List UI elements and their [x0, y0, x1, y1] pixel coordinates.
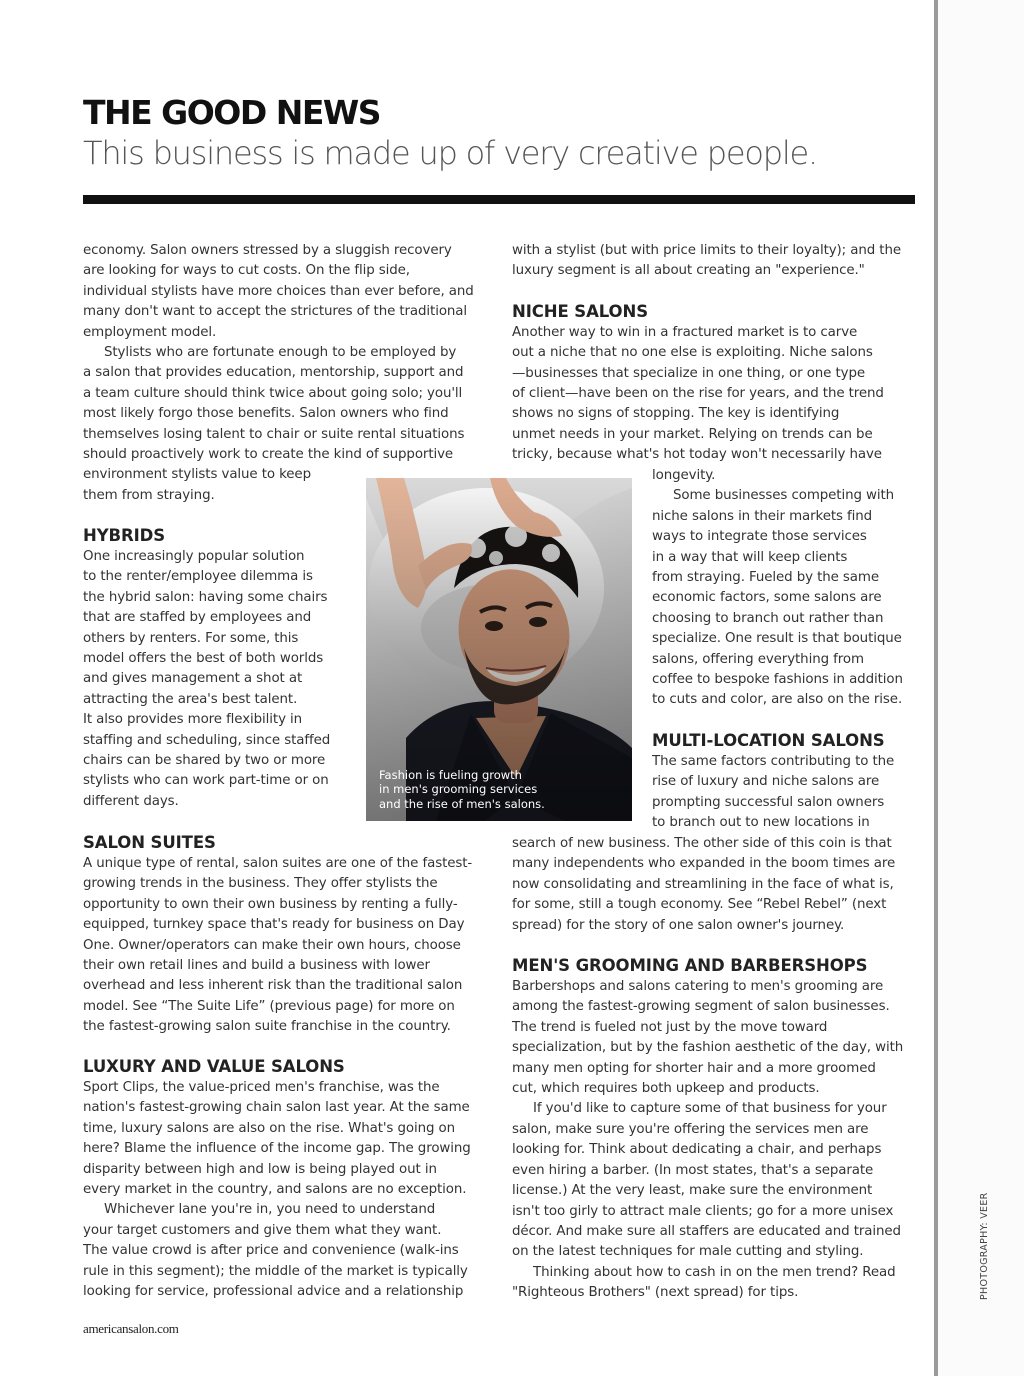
page-subtitle: This business is made up of very creative people.: [83, 134, 817, 172]
text-line: coffee to bespoke fashions in addition: [652, 672, 903, 688]
text-line: longevity.: [652, 468, 716, 483]
lane-paragraph: [83, 1200, 503, 1302]
text-line: looking for. Think about dedicating a chair, and perhaps: [512, 1142, 882, 1158]
section-heading-mens-grooming: MEN'S GROOMING AND BARBERSHOPS: [512, 956, 868, 976]
text-line: many men opting for shorter hair and a more groomed: [512, 1060, 876, 1076]
right-column-bottom: [512, 834, 922, 1304]
text-line: staffing and scheduling, since staffed: [83, 732, 331, 748]
text-line: The trend is fueled not just by the move toward: [512, 1019, 828, 1035]
section-heading-niche-salons: NICHE SALONS: [512, 301, 648, 321]
text-line: your target customers and give them what they want.: [83, 1222, 442, 1238]
text-line: to the renter/employee dilemma is: [83, 569, 313, 585]
salon-photo: [366, 478, 632, 821]
text-line: here? Blame the influence of the income gap. The growing: [83, 1141, 471, 1157]
barber-paragraph: [512, 1099, 922, 1262]
niche-paragraph: [512, 323, 922, 466]
text-line: of client—have been on the rise for years, and the trend: [512, 386, 884, 402]
text-line: tricky, because what's hot today won't necessarily have: [512, 447, 882, 463]
text-line: prompting successful salon owners: [652, 794, 885, 810]
text-line: economic factors, some salons are: [652, 590, 882, 606]
text-line: Another way to win in a fractured market is to carve: [512, 324, 858, 340]
text-line: niche salons in their markets find: [652, 508, 873, 524]
text-line: overhead and less inherent risk than the traditional salon: [83, 978, 463, 994]
luxury-paragraph: [83, 1078, 503, 1200]
text-line: on the latest techniques for male cutting and styling.: [512, 1244, 864, 1260]
text-line: ways to integrate those services: [652, 529, 867, 545]
text-line: equipped, turnkey space that's ready for business on Day: [83, 917, 465, 933]
text-line: economy. Salon owners stressed by a sluggish recovery: [83, 243, 452, 258]
text-line: It also provides more flexibility in: [83, 712, 303, 728]
text-line: salon, make sure you're offering the services men are: [512, 1121, 869, 1137]
tips-paragraph: [512, 1263, 922, 1304]
section-heading-multi-location: MULTI-LOCATION SALONS: [652, 730, 885, 750]
text-line: choosing to branch out rather than: [652, 610, 884, 626]
boutique-paragraph: [652, 486, 922, 710]
text-line: Whichever lane you're in, you need to understand: [104, 1202, 436, 1218]
text-line: specialize. One result is that boutique: [652, 631, 902, 647]
text-line: most likely forgo those benefits. Salon owners who find: [83, 406, 449, 422]
footer-site-name: americansalon.com: [83, 1321, 179, 1336]
text-line: looking for service, professional advice and a relationship: [83, 1284, 464, 1300]
text-line: from straying. Fueled by the same: [652, 570, 879, 586]
text-line: a team culture should think twice about going solo; you'll: [83, 385, 463, 401]
text-line: isn't too girly to attract male clients; go for a more unisex: [512, 1203, 894, 1219]
suites-paragraph: [83, 854, 503, 1038]
text-line: The value crowd is after price and convenience (walk-ins: [83, 1243, 459, 1259]
photo-caption: [379, 768, 629, 811]
text-line: employment model.: [83, 324, 217, 340]
intro-paragraph: [83, 241, 503, 343]
text-line: model. See “The Suite Life” (previous page) for more on: [83, 998, 455, 1014]
text-line: and gives management a shot at: [83, 671, 303, 687]
header-rule: [83, 195, 915, 204]
text-line: specialization, but by the fashion aesthetic of the day, with: [512, 1040, 904, 1056]
text-line: many independents who expanded in the boom times are: [512, 856, 896, 872]
text-line: a salon that provides education, mentorship, support and: [83, 365, 464, 381]
text-line: salons, offering everything from: [652, 651, 864, 667]
hybrids-section: [83, 525, 363, 812]
text-line: The same factors contributing to the: [652, 753, 895, 769]
text-line: disparity between high and low is being played out in: [83, 1161, 437, 1177]
text-line: time, luxury salons are also on the rise. What's going on: [83, 1120, 456, 1136]
text-line: every market in the country, and salons are no exception.: [83, 1182, 467, 1198]
text-line: Stylists who are fortunate enough to be employed by: [104, 345, 457, 361]
text-line: "Righteous Brothers" (next spread) for tips.: [512, 1285, 799, 1301]
text-line: that are staffed by employees and: [83, 610, 312, 626]
photo-credit: PHOTOGRAPHY: VEER: [979, 1192, 990, 1300]
text-line: rule in this segment); the middle of the market is typically: [83, 1263, 468, 1279]
text-line: to cuts and color, are also on the rise.: [652, 692, 903, 708]
text-line: Sport Clips, the value-priced men's franchise, was the: [83, 1080, 440, 1095]
text-line: Barbershops and salons catering to men's grooming are: [512, 979, 884, 995]
text-line: chairs can be shared by two or more: [83, 753, 326, 769]
mens-paragraph: [512, 977, 922, 1099]
text-line: Thinking about how to cash in on the men trend? Read: [533, 1264, 896, 1280]
text-line: One increasingly popular solution: [83, 549, 305, 564]
text-line: others by renters. For some, this: [83, 630, 299, 646]
text-line: nation's fastest-growing chain salon last year. At the same: [83, 1100, 470, 1116]
text-line: attracting the area's best talent.: [83, 691, 298, 707]
text-line: should proactively work to create the kind of supportive: [83, 447, 454, 463]
text-line: One. Owner/operators can make their own hours, choose: [83, 937, 461, 953]
text-line: now consolidating and streamlining in the face of what is,: [512, 876, 894, 892]
text-line: opportunity to own their own business by renting a fully-: [83, 896, 458, 912]
text-line: search of new business. The other side of this coin is that: [512, 836, 892, 851]
text-line: cut, which requires both upkeep and products.: [512, 1081, 820, 1097]
text-line: luxury segment is all about creating an "experience.": [512, 263, 865, 279]
luxury-section: [83, 1056, 503, 1302]
caption-line: and the rise of men's salons.: [379, 796, 545, 811]
text-line: their own retail lines and build a business with lower: [83, 958, 430, 974]
text-line: stylists who can work part-time or on: [83, 773, 329, 789]
text-line: license.) At the very least, make sure the environment: [512, 1183, 873, 1199]
text-line: décor. And make sure all staffers are educated and trained: [512, 1223, 901, 1239]
text-line: many don't want to accept the strictures of the traditional: [83, 304, 468, 320]
text-line: growing trends in the business. They offer stylists the: [83, 876, 438, 892]
left-column-top: [83, 241, 503, 506]
section-heading-hybrids: HYBRIDS: [83, 526, 166, 545]
text-line: the fastest-growing salon suite franchise in the country.: [83, 1019, 451, 1035]
caption-line: in men's grooming services: [379, 782, 538, 797]
intro-continued: [512, 241, 922, 282]
text-line: to branch out to new locations in: [652, 815, 870, 831]
text-line: with a stylist (but with price limits to their loyalty); and the: [512, 243, 901, 258]
suites-section: [83, 832, 503, 1038]
section-heading-salon-suites: SALON SUITES: [83, 833, 216, 852]
text-line: the hybrid salon: having some chairs: [83, 589, 328, 605]
text-line: Some businesses competing with: [673, 488, 895, 504]
text-line: spread) for the story of one salon owner's journey.: [512, 917, 845, 933]
text-line: unmet needs in your market. Relying on trends can be: [512, 426, 873, 442]
text-line: are looking for ways to cut costs. On the flip side,: [83, 263, 410, 279]
text-line: out a niche that no one else is exploiting. Niche salons: [512, 345, 873, 361]
text-line: model offers the best of both worlds: [83, 651, 324, 667]
right-column-narrow: [652, 466, 922, 834]
multi-paragraph-narrow: [652, 752, 922, 834]
text-line: for some, still a tough economy. See “Rebel Rebel” (next: [512, 897, 887, 913]
text-line: even hiring a barber. (In most states, that's a separate: [512, 1162, 874, 1178]
text-line: among the fastest-growing segment of salon businesses.: [512, 999, 890, 1015]
right-column-top: [512, 241, 922, 466]
text-line: shows no signs of stopping. The key is identifying: [512, 406, 840, 422]
text-line: rise of luxury and niche salons are: [652, 774, 880, 790]
text-line: —businesses that specialize in one thing, or one type: [512, 365, 865, 381]
page-title: THE GOOD NEWS: [83, 93, 381, 132]
section-heading-luxury-value: LUXURY AND VALUE SALONS: [83, 1057, 345, 1076]
caption-line: Fashion is fueling growth: [379, 768, 522, 782]
text-line: in a way that will keep clients: [652, 549, 848, 565]
multi-paragraph-wide: [512, 834, 922, 936]
text-line: environment stylists value to keep: [83, 467, 311, 483]
text-line: If you'd like to capture some of that business for your: [533, 1101, 887, 1117]
text-line: A unique type of rental, salon suites are one of the fastest-: [83, 856, 473, 871]
text-line: them from straying.: [83, 487, 215, 503]
hybrids-paragraph: [83, 547, 363, 812]
text-line: themselves losing talent to chair or suite rental situations: [83, 426, 465, 442]
text-line: different days.: [83, 793, 179, 809]
text-line: individual stylists have more choices than ever before, and: [83, 283, 474, 299]
